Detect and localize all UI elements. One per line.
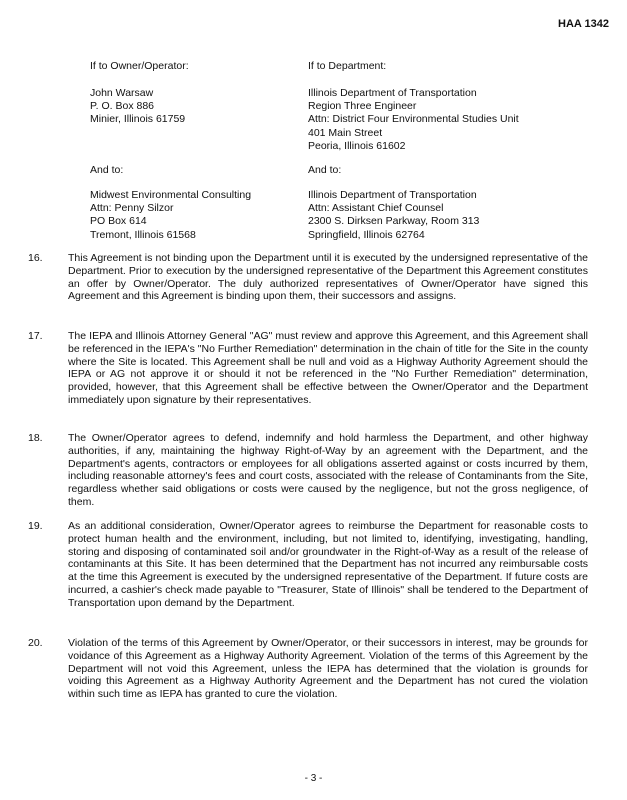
address-line: 2300 S. Dirksen Parkway, Room 313 bbox=[308, 215, 480, 228]
consultant-address bbox=[90, 189, 251, 242]
paragraph-text: This Agreement is not binding upon the Department until it is executed by the undersigned representative of the Department. Prior to execution by the undersigned representative of the Department this Agreement constitutes an offer by Owner/Operator. The duly authorized representatives of Owner/Operator have signed this Agreement and this Agreement is binding upon them, their successors and assigns. bbox=[68, 252, 588, 303]
paragraph-text: As an additional consideration, Owner/Operator agrees to reimburse the Department for reasonable costs to protect human health and the environment, including, but not limited to, identifying, investigating, handling, storing and disposing of contaminated soil and/or groundwater in the Right-of-Way as a result of the release of contaminants at this Site. It has been determined that the Department has not incurred any reimbursable costs at the time this Agreement is executed by the undersigned representative of the Department. If future costs are incurred, a cashier's check made payable to "Treasurer, State of Illinois" shall be tendered to the Department of Transportation upon demand by the Department. bbox=[68, 520, 588, 609]
andto-label: And to: bbox=[308, 164, 342, 176]
address-line: P. O. Box 886 bbox=[90, 100, 155, 113]
address-line: Midwest Environmental Consulting bbox=[90, 189, 252, 201]
address-line: Attn: Penny Silzor bbox=[90, 202, 174, 215]
paragraph-text: Violation of the terms of this Agreement by Owner/Operator, or their successors in interest, may be grounds for voidance of this Agreement as a Highway Authority Agreement. Violation of the terms of this Agreement by the Department will not void this Agreement, unless the IEPA has determined that the violation is grounds for voiding this Agreement as a Highway Authority Agreement and the Department has not cured the violation within such time as IEPA has granted to cure the violation. bbox=[68, 637, 588, 701]
paragraph-18 bbox=[28, 432, 588, 509]
address-line: 401 Main Street bbox=[308, 126, 383, 139]
andto-label: And to: bbox=[90, 164, 124, 176]
owner-header-label: If to Owner/Operator: bbox=[90, 60, 189, 72]
owner-address bbox=[90, 87, 185, 127]
owner-notice-header bbox=[90, 60, 189, 73]
address-line: Peoria, Illinois 61602 bbox=[308, 139, 406, 152]
address-line: John Warsaw bbox=[90, 87, 154, 99]
paragraph-number: 16. bbox=[28, 252, 43, 264]
address-line: PO Box 614 bbox=[90, 215, 147, 228]
paragraph-text: The IEPA and Illinois Attorney General "AG" must review and approve this Agreement, and this Agreement shall be referenced in the IEPA's "No Further Remediation" determination in the chain of title for the Site in the county where the Site is located. This Agreement shall be null and void as a Highway Authority Agreement should the IEPA or AG not approve it or should it not be referenced in the "No Further Remediation" determination, provided, however, that this Agreement shall be effective between the Owner/Operator and the Department immediately upon signature by their representatives. bbox=[68, 330, 588, 406]
address-line: Region Three Engineer bbox=[308, 100, 417, 113]
address-line: Tremont, Illinois 61568 bbox=[90, 228, 196, 241]
address-line: Attn: District Four Environmental Studies Unit bbox=[308, 113, 519, 126]
department-address bbox=[308, 87, 519, 153]
owner-andto-header bbox=[90, 164, 123, 177]
address-line: Illinois Department of Transportation bbox=[308, 87, 477, 99]
paragraph-text: The Owner/Operator agrees to defend, indemnify and hold harmless the Department, and other highway authorities, if any, maintaining the highway Right-of-Way by an agreement with the Department, and the Department's agents, contractors or employees for all obligations asserted against or costs incurred by them, including reasonable attorney's fees and court costs, associated with the release of Contaminants from the Site, regardless whether said obligations or costs were caused by the negligence, but not the gross negligence, of them. bbox=[68, 432, 588, 508]
paragraph-number: 18. bbox=[28, 432, 43, 444]
paragraph-number: 19. bbox=[28, 520, 43, 532]
paragraph-20 bbox=[28, 637, 588, 701]
paragraph-17 bbox=[28, 330, 588, 407]
department-notice-header bbox=[308, 60, 386, 73]
document-id: HAA 1342 bbox=[558, 18, 609, 30]
address-line: Springfield, Illinois 62764 bbox=[308, 228, 425, 241]
page-number: - 3 - bbox=[304, 773, 323, 784]
paragraph-19 bbox=[28, 520, 588, 610]
address-line: Minier, Illinois 61759 bbox=[90, 113, 186, 126]
department-header-label: If to Department: bbox=[308, 60, 387, 72]
paragraph-number: 17. bbox=[28, 330, 43, 342]
paragraph-number: 20. bbox=[28, 637, 43, 649]
address-line: Attn: Assistant Chief Counsel bbox=[308, 202, 444, 215]
paragraph-16 bbox=[28, 252, 588, 303]
address-line: Illinois Department of Transportation bbox=[308, 189, 477, 201]
department-andto-header bbox=[308, 164, 341, 177]
counsel-address bbox=[308, 189, 479, 242]
